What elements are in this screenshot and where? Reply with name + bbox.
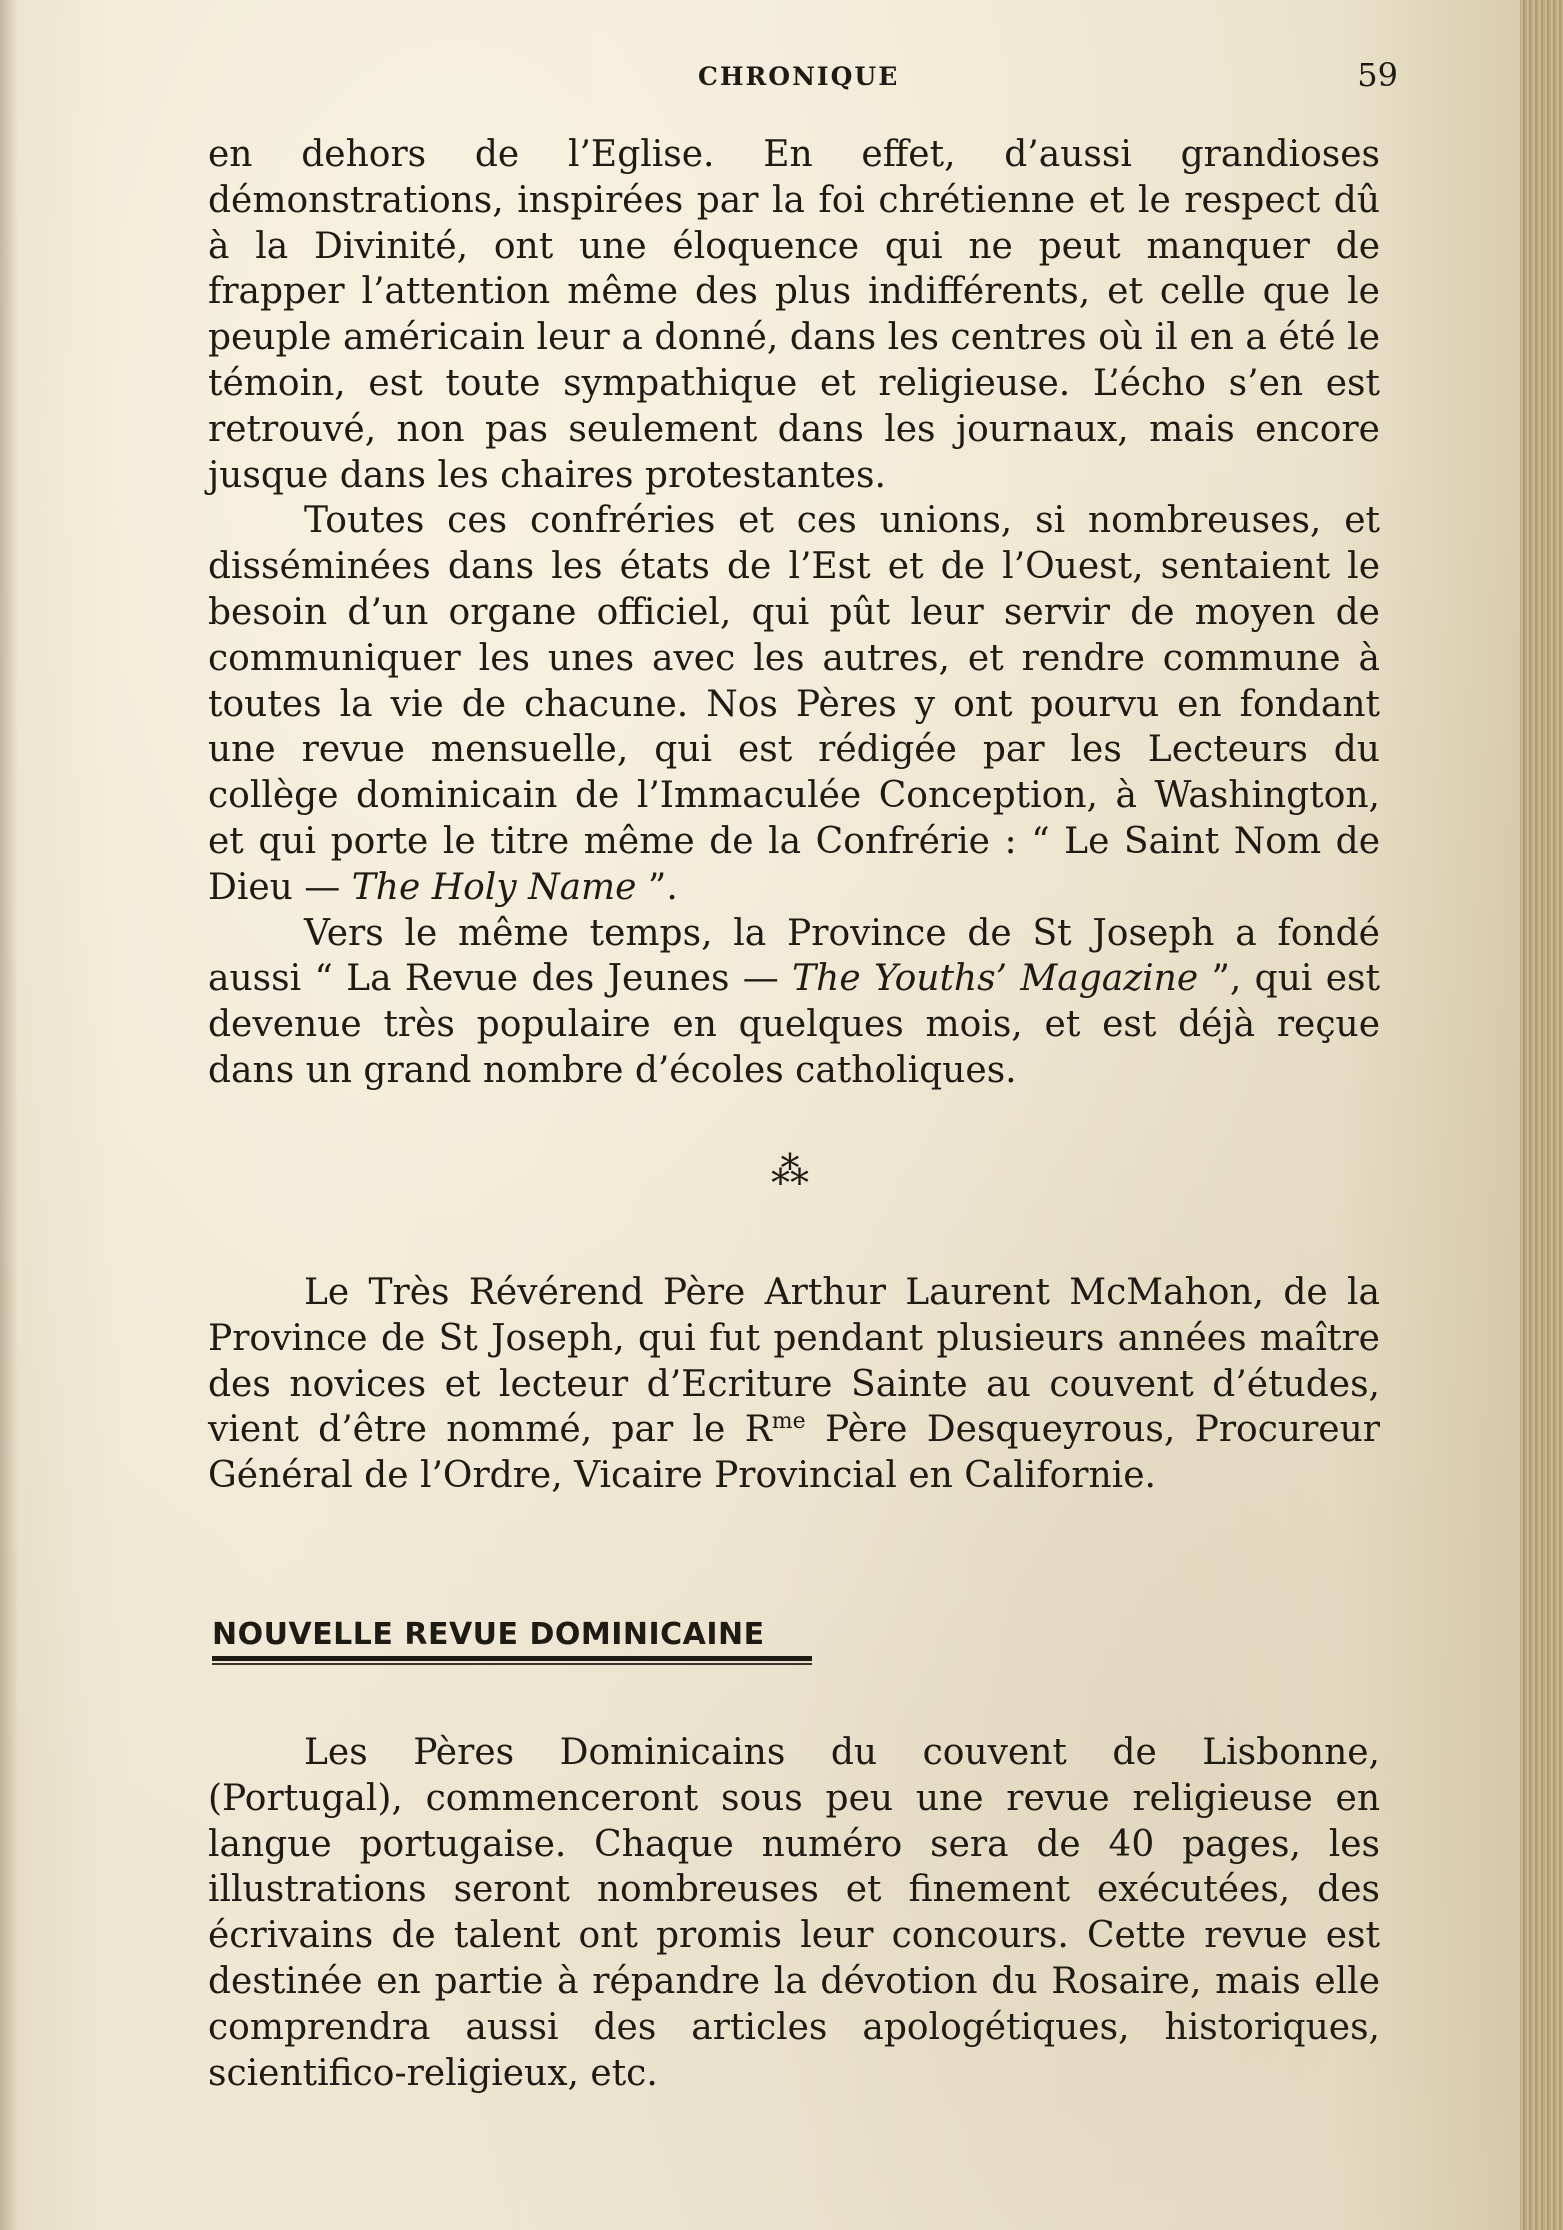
paragraph-text: Le Très Révérend Père Arthur Laurent McMahon, de la Province de St Joseph, qui fut pendant plusieurs années maître des novices et lecteur d’Ecriture Sainte au couvent d’études, vient d’être nommé, par le R	[208, 1272, 1380, 1451]
asterism-divider: ⁂	[771, 1149, 809, 1193]
running-head: CHRONIQUE	[698, 62, 900, 91]
heading-underline-thin	[212, 1663, 812, 1665]
section-heading: NOUVELLE REVUE DOMINICAINE	[212, 1617, 765, 1652]
page-number: 59	[1357, 56, 1398, 94]
gutter-shadow	[0, 0, 18, 2230]
paragraph-text: ”.	[636, 866, 678, 908]
paragraph-continuation: en dehors de l’Eglise. En effet, d’aussi grandioses démonstrations, inspirées par la foi chrétienne et le respect dû à la Divinité, ont une éloquence qui ne peut manquer de frapper l’attention même des plus indifférents, et celle que le peuple américain leur a donné, dans les centres où il en a été le témoin, est toute sympathique et religieuse. L’écho s’en est retrouvé, non pas seulement dans les journaux, mais encore jusque dans les chaires protestantes.	[208, 134, 1380, 496]
paragraph-lisbonne: Les Pères Dominicains du couvent de Lisbonne, (Portugal), commenceront sous peu une revue religieuse en langue portugaise. Chaque numéro sera de 40 pages, les illustrations seront nombreuses et finement exécutées, des écrivains de talent ont promis leur concours. Cette revue est destinée en partie à répandre la dévotion du Rosaire, mais elle comprendra aussi des articles apologétiques, historiques, scientifico-religieux, etc.	[208, 1732, 1380, 2094]
paragraph-revue-des-jeunes	[208, 911, 1380, 1094]
paragraph-text: Vers le même temps, la Province de St Joseph a fondé aussi “ La Revue des Jeunes —	[208, 912, 1380, 1000]
periodical-title: The Youths’ Magazine	[792, 958, 1199, 1000]
paragraph-text: Père Desqueyrous, Procureur Général de l’Ordre, Vicaire Provincial en Californie.	[208, 1409, 1380, 1497]
lower-text-block	[208, 1730, 1380, 2096]
heading-underline	[212, 1656, 812, 1661]
page-header	[208, 56, 1398, 100]
upper-text-block	[208, 132, 1380, 1094]
page-edge	[1520, 0, 1563, 2230]
paragraph-text: ”, qui est devenue très populaire en quelques mois, et est déjà reçue dans un grand nombre d’écoles catholiques.	[208, 958, 1380, 1091]
mid-text-block	[208, 1270, 1380, 1499]
periodical-title: The Holy Name	[351, 866, 637, 908]
paragraph-mcmahon	[208, 1270, 1380, 1499]
paragraph-text: Toutes ces confréries et ces unions, si nombreuses, et disséminées dans les états de l’Est et de l’Ouest, sentaient le besoin d’un organe officiel, qui pût leur servir de moyen de communiquer les unes avec les autres, et rendre commune à toutes la vie de chacune. Nos Pères y ont pourvu en fondant une revue mensuelle, qui est rédigée par les Lecteurs du collège dominicain de l’Immaculée Conception, à Washington, et qui porte le titre même de la Confrérie : “ Le Saint Nom de Dieu —	[208, 500, 1380, 908]
superscript: me	[771, 1409, 806, 1435]
paragraph-confreries	[208, 498, 1380, 910]
